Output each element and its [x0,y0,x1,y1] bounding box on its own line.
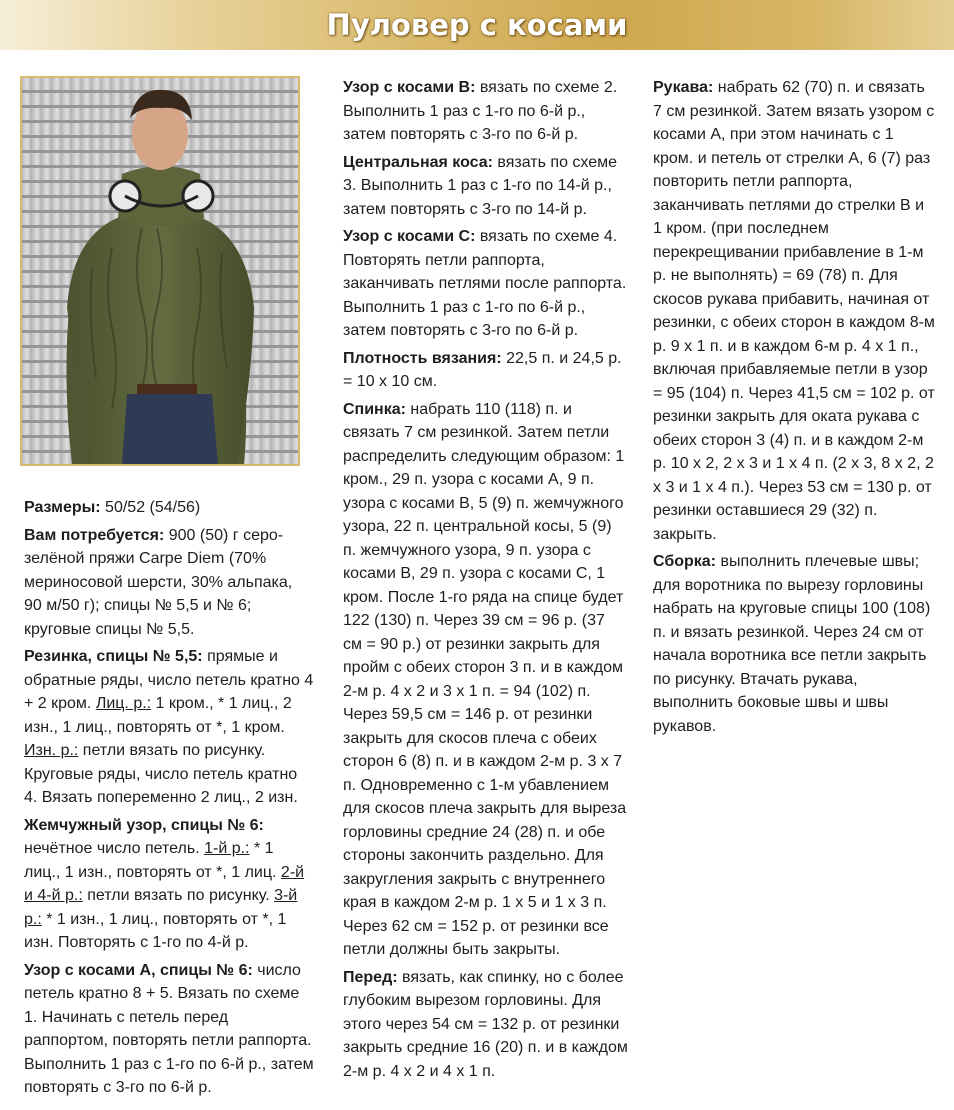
pearl-text-3: петли вязать по рисунку. [82,887,275,904]
cable-a-heading: Узор с косами А, спицы № 6: [24,961,253,979]
sleeves-heading: Рукава: [653,79,714,96]
front-paragraph [343,966,628,1084]
model-photo [20,76,300,466]
cable-a-paragraph [24,959,314,1100]
pearl-row3-label: 3-й р.: [24,887,298,928]
pearl-paragraph [24,814,314,955]
assembly-text: выполнить плечевые швы; для воротника по вырезу горловины набрать на круговые спицы 100 (108) п. и вязать резинкой. Через 24 см от начала воротника все петли закрыть по рисунку. Втачать рукава, выполнить боковые швы и швы рукавов. [653,553,931,735]
model-photo-illustration [22,78,298,464]
pearl-text-4: * 1 изн., 1 лиц., повторять от *, 1 изн. Повторять с 1-го по 4-й р. [24,910,287,951]
rib-paragraph [24,645,314,810]
rib-heading: Резинка, спицы № 5,5: [24,648,203,665]
materials-paragraph [24,524,314,642]
cable-c-paragraph [343,225,628,343]
pearl-heading: Жемчужный узор, спицы № 6: [24,816,264,834]
assembly-heading: Сборка: [653,553,717,570]
gauge-paragraph [343,347,628,394]
rib-text-2: 1 кром., * 1 лиц., 2 изн., 1 лиц., повторять от *, 1 кром. [24,695,292,736]
text-column-right [653,76,935,738]
cable-c-text: вязать по схеме 4. Повторять петли раппорта, заканчивать петлями после раппорта. Выполнить 1 раз с 1-го по 6-й р., затем повторять с 3-го по 6-й р. [343,228,627,339]
sleeves-text: набрать 62 (70) п. и связать 7 см резинкой. Затем вязать узором с косами А, при этом начинать с 1 кром. и петель от стрелки А, 6 (7) раз повторить петли раппорта, заканчивать петлями до стрелки В и 1 кром. (при последнем перекрещивании прибавление в 1-м р. не выполнять) = 69 (78) п. Для скосов рукава прибавить, начиная от резинки, с обеих сторон в каждом 8-м р. 9 х 1 п. и в каждом 6-м р. 4 х 1 п., включая прибавляемые петли в узор = 95 (104) п. Через 41,5 см = 102 р. от резинки закрыть для оката рукава с обеих сторон 3 (4) п. и в каждом 2-м р. 10 х 2, 2 х 3 и 1 х 4 п. (2 х 3, 8 х 2, 2 х 3 и 1 х 4 п.). Через 53 см = 130 р. от резинки оставшиеся 29 (32) п. закрыть. [653,79,935,543]
cable-b-paragraph [343,76,628,147]
sizes-text: 50/52 (54/56) [100,499,201,516]
page-title: Пуловер с косами [326,8,628,42]
cable-a-text: число петель кратно 8 + 5. Вязать по схеме 1. Начинать с петель перед раппортом, повторять петли раппорта. Выполнить 1 раз с 1-го по 6-й р., затем повторять с 3-го по 6-й р. [24,961,314,1096]
back-text: набрать 110 (118) п. и связать 7 см резинкой. Затем петли распределить следующим образом: 1 кром., 29 п. узора с косами А, 9 п. узора с косами В, 5 (9) п. жемчужного узора, 22 п. центральной косы, 5 (9) п. жемчужного узора, 9 п. узора с косами В, 29 п. узора с косами С, 1 кром. После 1-го ряда на спице будет 122 (130) п. Через 39 см = 96 р. (37 см = 90 р.) от резинки закрыть для пройм с обеих сторон 3 п. и в каждом 2-м р. 4 х 2 и 3 х 1 п. = 94 (102) п. Через 59,5 см = 146 р. от резинки закрыть для скосов плеча с обеих сторон 6 (8) п. и в каждом 2-м р. 3 х 7 п. Одновременно с 1-м убавлением для скосов плеча закрыть для выреза горловины средние 24 (28) п. и обе стороны закончить раздельно. Для закругления закрыть с внутреннего края в каждом 2-м р. 1 х 5 и 1 х 3 п. Через 62 см = 152 р. от резинки все петли должны быть закрыты. [343,400,627,958]
pearl-text-2: * 1 лиц., 1 изн., повторять от *, 1 лиц. [24,840,281,881]
back-paragraph [343,398,628,962]
cable-b-heading: Узор с косами В: [343,79,476,96]
gauge-heading: Плотность вязания: [343,349,502,367]
text-column-middle [343,76,628,1083]
rib-text-1: прямые и обратные ряды, число петель кратно 4 + 2 кром. [24,648,314,712]
pearl-text-1: нечётное число петель. [24,840,205,857]
cable-b-text: вязать по схеме 2. Выполнить 1 раз с 1-го по 6-й р., затем повторять с 3-го по 6-й р. [343,79,618,143]
central-cable-heading: Центральная коса: [343,153,493,171]
cable-c-heading: Узор с косами С: [343,228,476,245]
central-cable-text: вязать по схеме 3. Выполнить 1 раз с 1-го по 14-й р., затем повторять с 3-го по 14-й р. [343,153,618,218]
pearl-row2-4-label: 2-й и 4-й р.: [24,863,305,904]
rib-knit-row-label: Лиц. р.: [95,695,152,712]
pearl-row1-label: 1-й р.: [204,840,250,857]
materials-text: 900 (50) г серо-зелёной пряжи Carpe Diem (70% мериносовой шерсти, 30% альпака, 90 м/50 г); спицы № 5,5 и № 6; круговые спицы № 5,5. [24,526,293,638]
front-heading: Перед: [343,968,398,986]
sleeves-paragraph [653,76,935,546]
text-column-left [24,496,314,1100]
rib-text-3: петли вязать по рисунку. Круговые ряды, число петель кратно 4. Вязать попеременно 2 лиц., 2 изн. [24,742,298,806]
assembly-paragraph [653,550,935,738]
sizes-heading: Размеры: [24,499,101,516]
back-heading: Спинка: [343,400,406,418]
gauge-text: 22,5 п. и 24,5 р. = 10 х 10 см. [343,349,622,390]
sizes-paragraph [24,496,314,520]
front-text: вязать, как спинку, но с более глубоким вырезом горловины. Для этого через 54 см = 132 р. от резинки закрыть средние 16 (20) п. и в каждом 2-м р. 4 х 2 и 4 х 1 п. [343,968,628,1080]
rib-purl-row-label: Изн. р.: [24,742,79,759]
central-cable-paragraph [343,151,628,222]
materials-heading: Вам потребуется: [24,526,165,544]
